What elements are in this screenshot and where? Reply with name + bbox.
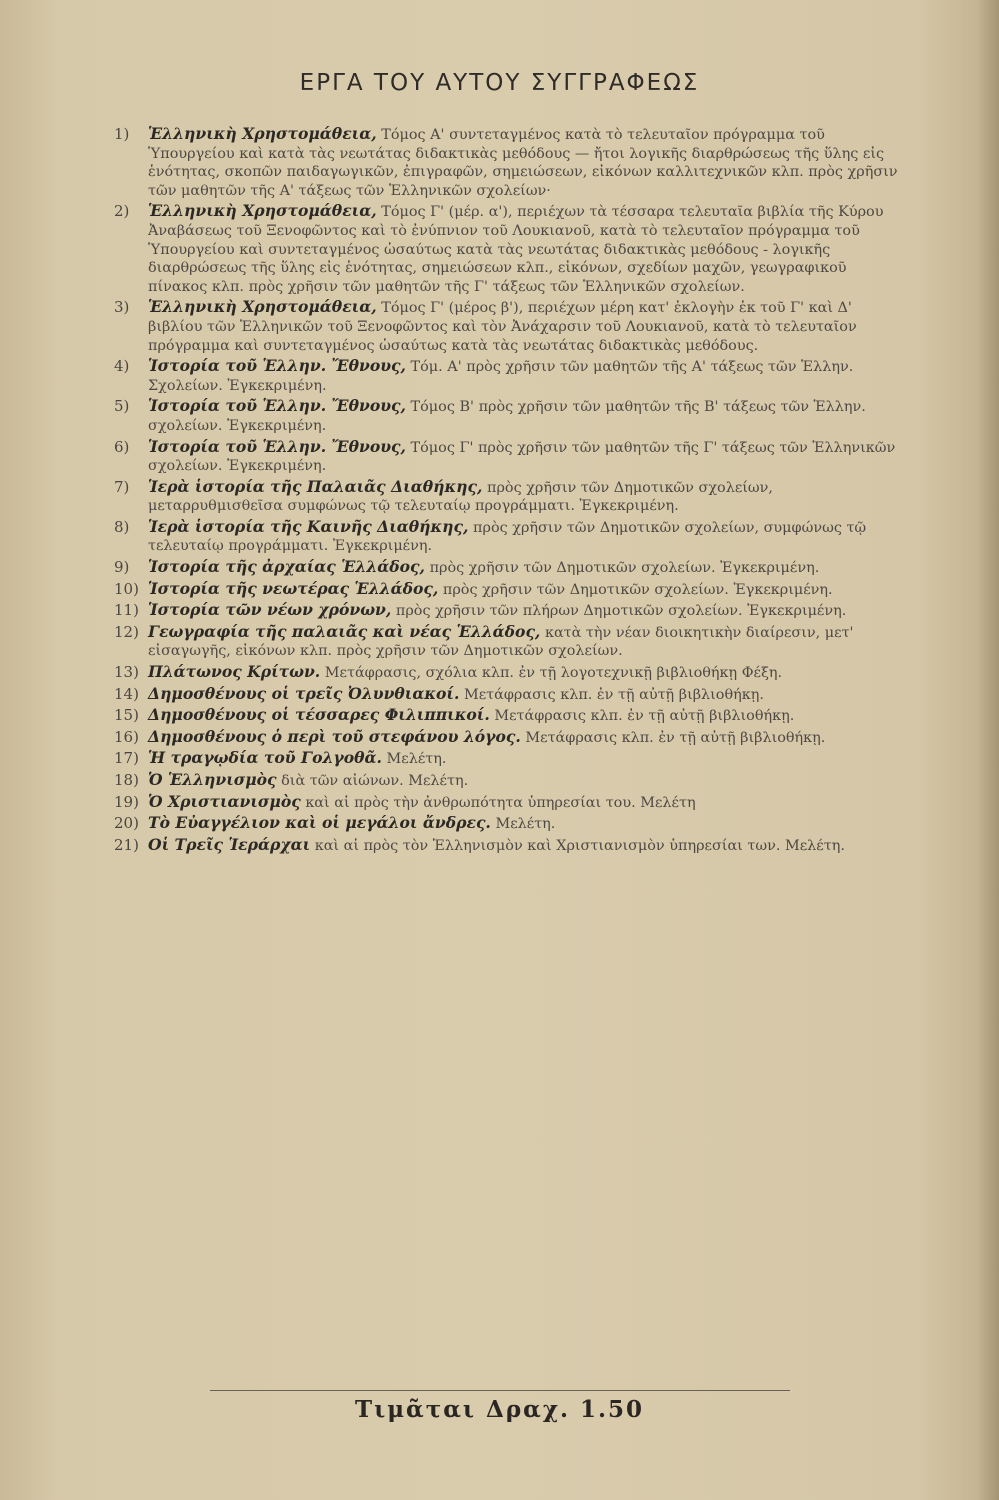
item-number: 20)	[114, 814, 139, 833]
item-number: 13)	[114, 663, 139, 682]
work-title: Ἑλληνικὴ Χρηστομάθεια,	[148, 297, 377, 317]
list-item	[114, 356, 908, 395]
work-title: Οἱ Τρεῖς Ἱεράρχαι	[148, 834, 311, 854]
item-number: 16)	[114, 727, 139, 746]
work-description: Μετάφρασις κλπ. ἐν τῇ αὐτῇ βιβλιοθήκῃ.	[463, 686, 764, 703]
item-number: 1)	[114, 125, 130, 143]
work-title: Ἱστορία τῆς ἀρχαίας Ἑλλάδος,	[148, 557, 425, 577]
item-number: 6)	[114, 437, 130, 456]
list-item	[114, 748, 908, 769]
work-description: Τόμος Β' πρὸς χρῆσιν τῶν μαθητῶν τῆς Β' τάξεως τῶν Ἑλλην. σχολείων. Ἐγκεκριμένη.	[148, 399, 866, 434]
list-item	[114, 600, 908, 621]
list-item	[114, 557, 908, 578]
divider-rule	[210, 1390, 790, 1391]
price-line: Τιμᾶται Δραχ. 1.50	[354, 1396, 645, 1423]
item-number: 14)	[114, 684, 139, 703]
work-title: Ἑλληνικὴ Χρηστομάθεια,	[148, 124, 377, 143]
work-description: πρὸς χρῆσιν τῶν Δημοτικῶν σχολείων. Ἐγκεκριμένη.	[429, 560, 820, 577]
work-description: πρὸς χρῆσιν τῶν Δημοτικῶν σχολείων, συμφώνως τῷ τελευταίῳ προγράμματι. Ἐγκεκριμένη.	[148, 519, 867, 555]
item-number: 11)	[114, 601, 139, 620]
work-title: Γεωγραφία τῆς παλαιᾶς καὶ νέας Ἑλλάδος,	[148, 621, 541, 641]
work-description: Τόμος Γ' πρὸς χρῆσιν τῶν μαθητῶν τῆς Γ' τάξεως τῶν Ἑλληνικῶν σχολείων. Ἐγκεκριμένη.	[148, 439, 896, 475]
item-number: 10)	[114, 579, 139, 598]
item-number: 21)	[114, 835, 139, 854]
list-item	[114, 791, 908, 813]
item-number: 7)	[114, 477, 130, 496]
work-title: Τὸ Εὐαγγέλιον καὶ οἱ μεγάλοι ἄνδρες.	[148, 813, 491, 833]
work-title: Δημοσθένους ὁ περὶ τοῦ στεφάνου λόγος.	[148, 726, 521, 746]
work-title: Ἑλληνικὴ Χρηστομάθεια,	[148, 201, 377, 221]
work-title: Ἱστορία τοῦ Ἑλλην. Ἔθνους,	[148, 356, 406, 376]
list-item	[114, 578, 908, 600]
item-number: 18)	[114, 771, 139, 789]
work-title: Ὁ Ἑλληνισμὸς	[148, 770, 277, 789]
work-description: διὰ τῶν αἰώνων. Μελέτη.	[281, 773, 469, 789]
work-title: Δημοσθένους οἱ τρεῖς Ὀλυνθιακοί.	[148, 683, 460, 703]
work-title: Ὁ Χριστιανισμὸς	[148, 791, 301, 811]
list-item	[114, 726, 908, 748]
work-description: καὶ αἱ πρὸς τὸν Ἑλληνισμὸν καὶ Χριστιανισμὸν ὑπηρεσίαι των. Μελέτη.	[314, 837, 845, 854]
list-item	[114, 813, 908, 834]
works-list	[114, 124, 908, 857]
list-item	[114, 705, 908, 726]
work-description: Τόμος Α' συντεταγμένος κατὰ τὸ τελευταῖον πρόγραμμα τοῦ Ὑπουργείου καὶ κατὰ τὰς νεωτάτας διδακτικὰς μεθόδους — ἤτοι λογικῆς διαρθρώσεως τῆς ὕλης εἰς ἑνότητας, σκοπῶν παιδαγωγικῶν, ἐπιγραφῶν, σημειώσεων, εἰκόνων καλλιτεχνικῶν κλπ. πρὸς χρῆσιν τῶν μαθητῶν τῆς Α' τάξεως τῶν Ἑλληνικῶν σχολείων·	[148, 127, 898, 199]
item-number: 15)	[114, 706, 139, 725]
work-title: Ἱστορία τοῦ Ἑλλην. Ἔθνους,	[148, 396, 406, 416]
item-number: 4)	[114, 357, 130, 376]
item-number: 17)	[114, 749, 139, 768]
work-description: Μετάφρασις κλπ. ἐν τῇ αὐτῇ βιβλιοθήκῃ.	[525, 729, 826, 746]
list-item	[114, 662, 908, 683]
work-title: Ἱερὰ ἱστορία τῆς Καινῆς Διαθήκης,	[148, 516, 469, 536]
work-description: πρὸς χρῆσιν τῶν Δημοτικῶν σχολείων, μεταρρυθμισθεῖσα συμφώνως τῷ τελευταίῳ προγράμματι. Ἐγκεκριμένη.	[148, 479, 773, 515]
work-description: πρὸς χρῆσιν τῶν Δημοτικῶν σχολείων. Ἐγκεκριμένη.	[442, 581, 833, 598]
work-title: Πλάτωνος Κρίτων.	[148, 662, 321, 682]
list-item	[114, 621, 908, 661]
work-title: Ἱερὰ ἱστορία τῆς Παλαιᾶς Διαθήκης,	[148, 476, 483, 496]
work-title: Ἱστορία τοῦ Ἑλλην. Ἔθνους,	[148, 436, 406, 456]
item-number: 12)	[114, 622, 139, 641]
list-item	[114, 201, 908, 296]
work-description: Μελέτη.	[495, 816, 556, 833]
work-description: Μετάφρασις, σχόλια κλπ. ἐν τῇ λογοτεχνικῇ βιβλιοθήκῃ Φέξη.	[324, 665, 783, 682]
item-number: 2)	[114, 202, 130, 221]
item-number: 5)	[114, 397, 130, 416]
work-title: Ἡ τραγῳδία τοῦ Γολγοθᾶ.	[148, 748, 382, 768]
list-item	[114, 683, 908, 705]
work-description: κατὰ τὴν νέαν διοικητικὴν διαίρεσιν, μετ' εἰσαγωγῆς, εἰκόνων κλπ. πρὸς χρῆσιν τῶν Δημοτικῶν σχολείων.	[148, 624, 854, 660]
item-number: 19)	[114, 792, 139, 811]
list-item	[114, 396, 908, 435]
item-number: 3)	[114, 298, 130, 317]
list-item	[114, 297, 908, 355]
work-description: Μελέτη.	[386, 751, 447, 768]
list-item	[114, 834, 908, 856]
item-number: 9)	[114, 558, 130, 577]
work-title: Ἱστορία τῶν νέων χρόνων,	[148, 600, 392, 620]
list-item	[114, 770, 908, 791]
work-description: Τόμος Γ' (μέρ. α'), περιέχων τὰ τέσσαρα τελευταῖα βιβλία τῆς Κύρου Ἀναβάσεως τοῦ Ξενοφῶντος καὶ τὸ ἐνύπνιον τοῦ Λουκιανοῦ, κατὰ τὸ τελευταῖον πρόγραμμα τοῦ Ὑπουργείου καὶ συντεταγμένος ὡσαύτως κατὰ τὰς νεωτάτας διδακτικὰς μεθόδους - λογικῆς διαρθρώσεως τῆς ὕλης εἰς ἑνότητας, σημειώσεων κλπ., εἰκόνων, σχεδίων μαχῶν, γεωγραφικοῦ πίνακος κλπ. πρὸς χρῆσιν τῶν μαθητῶν τῆς Γ' τάξεως τῶν Ἑλληνικῶν σχολείων.	[148, 204, 884, 295]
list-item	[114, 124, 908, 200]
list-item	[114, 516, 908, 556]
work-title: Ἱστορία τῆς νεωτέρας Ἑλλάδος,	[148, 578, 439, 598]
list-item	[114, 476, 908, 516]
page-heading: ΕΡΓΑ ΤΟΥ ΑΥΤΟΥ ΣΥΓΓΡΑΦΕΩΣ	[299, 70, 700, 96]
work-title: Δημοσθένους οἱ τέσσαρες Φιλιππικοί.	[148, 705, 490, 725]
paper-edge-shadow	[977, 0, 999, 1500]
work-description: Τόμος Γ' (μέρος β'), περιέχων μέρη κατ' ἐκλογὴν ἐκ τοῦ Γ' καὶ Δ' βιβλίου τῶν Ἑλληνικῶν τοῦ Ξενοφῶντος καὶ τὸν Ἀνάχαρσιν τοῦ Λουκιανοῦ, κατὰ τὸ τελευταῖον πρόγραμμα καὶ συντεταγμένος ὡσαύτως κατὰ τὰς νεωτάτας διδακτικὰς μεθόδους.	[148, 300, 857, 354]
list-item	[114, 436, 908, 476]
work-description: Μετάφρασις κλπ. ἐν τῇ αὐτῇ βιβλιοθήκῃ.	[494, 708, 795, 725]
item-number: 8)	[114, 517, 130, 536]
work-description: καὶ αἱ πρὸς τὴν ἀνθρωπότητα ὑπηρεσίαι του. Μελέτη	[305, 794, 696, 811]
work-description: πρὸς χρῆσιν τῶν πλήρων Δημοτικῶν σχολείων. Ἐγκεκριμένη.	[395, 603, 847, 620]
work-description: Τόμ. Α' πρὸς χρῆσιν τῶν μαθητῶν τῆς Α' τάξεως τῶν Ἑλλην. Σχολείων. Ἐγκεκριμένη.	[148, 359, 854, 394]
